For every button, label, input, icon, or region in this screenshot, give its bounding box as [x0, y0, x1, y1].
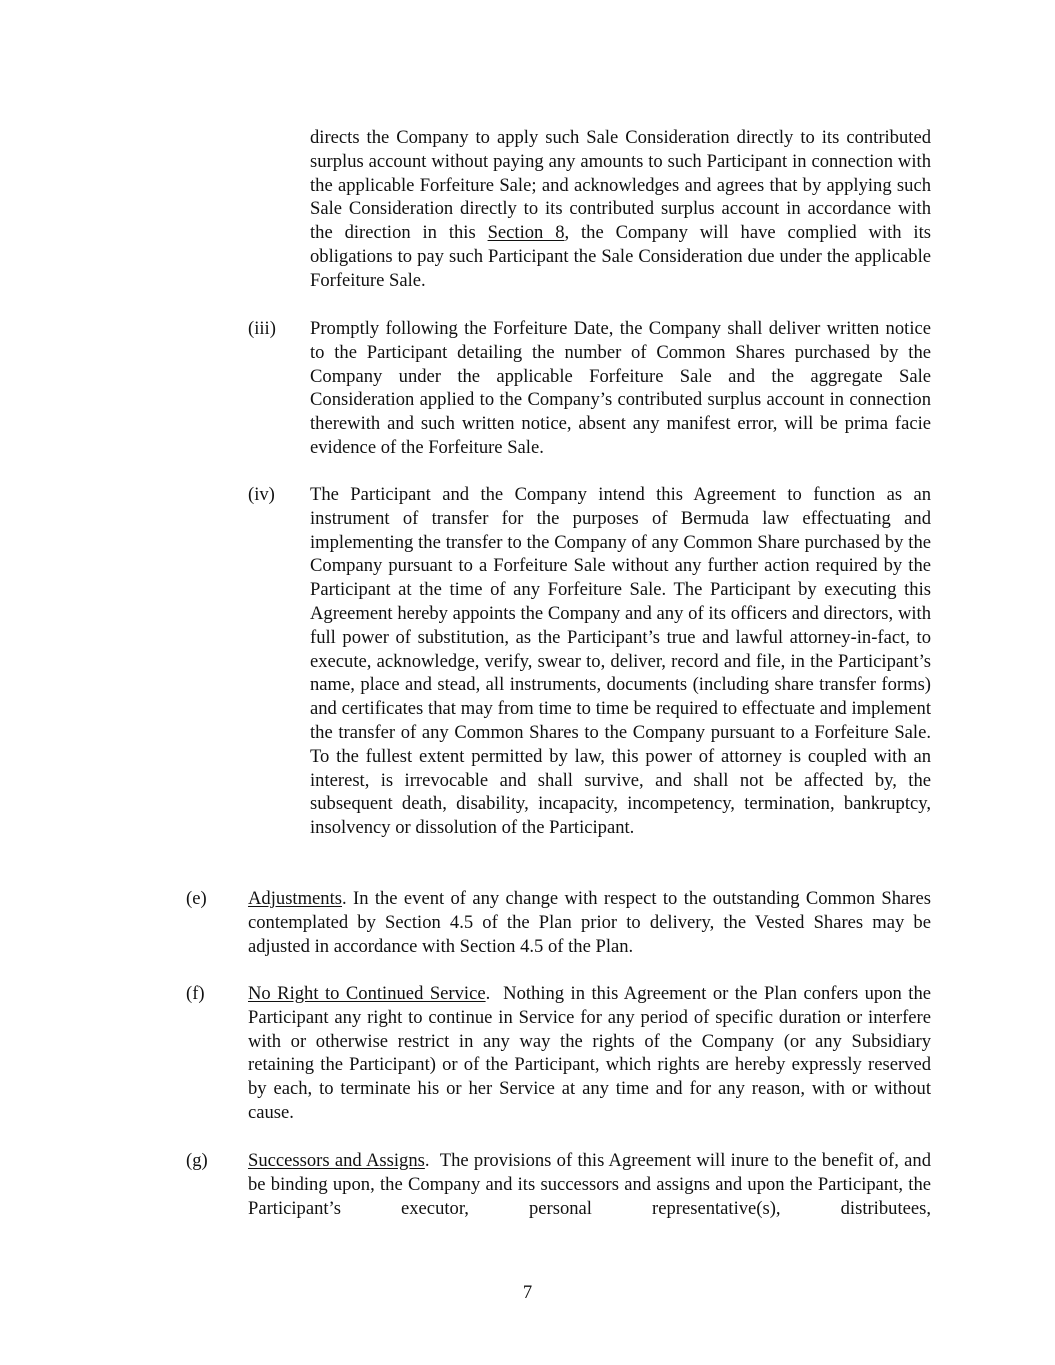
section-g-label: (g) [186, 1150, 208, 1171]
section-8-reference: Section 8 [487, 222, 565, 244]
sub-item-iii-text: Promptly following the Forfeiture Date, the Company shall deliver written notice to the Participant detailing the number of Common Shares purchased by the Company under the applicable Forfeiture Sale and the aggregate Sale Consideration applied to the Company’s contributed surplus account in connection therewith and such written notice, absent any manifest error, will be prima facie evidence of the Forfeiture Sale. [310, 318, 931, 458]
section-f-text: . Nothing in this Agreement or the Plan confers upon the Participant any right to continue in Service for any period of specific duration or interfere with or otherwise restrict in any way the rights of the Company (or any Subsidiary retaining the Participant) or of the Participant, which rights are hereby expressly reserved by each, to terminate his or her Service at any time and for any reason, with or without cause. [248, 983, 936, 1123]
continuation-text-1: directs the Company to apply such Sale Consideration directly to its contributed surplus account without paying any amounts to such Participant in connection with the applicable Forfeiture Sale; and acknowledges and agrees that by applying such Sale Consideration directly to its contributed surplus account in accordance with the direction in this [310, 127, 931, 244]
section-f-label: (f) [186, 983, 205, 1004]
section-g-text: . The provisions of this Agreement will inure to the benefit of, and be binding upon, the Company and its successors and assigns and upon the Participant, the Participant’s executor, personal representative(s), distributees, [248, 1150, 936, 1219]
section-e-heading: Adjustments [248, 888, 343, 909]
continuation-text-2: , the Company will have complied with its obligations to pay such Participant the Sale Consideration due under the applicable Forfeiture Sale. [310, 222, 931, 291]
section-e-text: . In the event of any change with respect to the outstanding Common Shares contemplated by Section 4.5 of the Plan prior to delivery, the Vested Shares may be adjusted in accordance with Section 4.5 of the Plan. [248, 888, 931, 957]
sub-item-iv-label: (iv) [248, 484, 275, 505]
section-g-paragraph [248, 1149, 936, 1220]
section-e-label: (e) [186, 888, 207, 909]
section-g-heading: Successors and Assigns [248, 1150, 425, 1171]
section-e-paragraph [248, 887, 931, 958]
continuation-paragraph [310, 126, 931, 293]
section-f-paragraph [248, 982, 936, 1125]
sub-item-iii-label: (iii) [248, 318, 276, 339]
section-f-heading: No Right to Continued Service [248, 983, 486, 1004]
sub-item-iv-text: The Participant and the Company intend this Agreement to function as an instrument of transfer for the purposes of Bermuda law effectuating and implementing the transfer to the Company of any Common Share purchased by the Company pursuant to a Forfeiture Sale without any further action required by the Participant at the time of any Forfeiture Sale. The Participant by executing this Agreement hereby appoints the Company and any of its officers and directors, with full power of substitution, as the Participant’s true and lawful attorney-in-fact, to execute, acknowledge, verify, swear to, deliver, record and file, in the Participant’s name, place and stead, all instruments, documents (including share transfer forms) and certificates that may from time to time be required to effectuate and implement the transfer of any Common Shares to the Company pursuant to a Forfeiture Sale. To the fullest extent permitted by law, this power of attorney is coupled with an interest, is irrevocable and shall survive, and shall not be affected by, the subsequent death, disability, incapacity, incompetency, termination, bankruptcy, insolvency or dissolution of the Participant. [310, 484, 931, 839]
page-number: 7 [522, 1282, 533, 1303]
